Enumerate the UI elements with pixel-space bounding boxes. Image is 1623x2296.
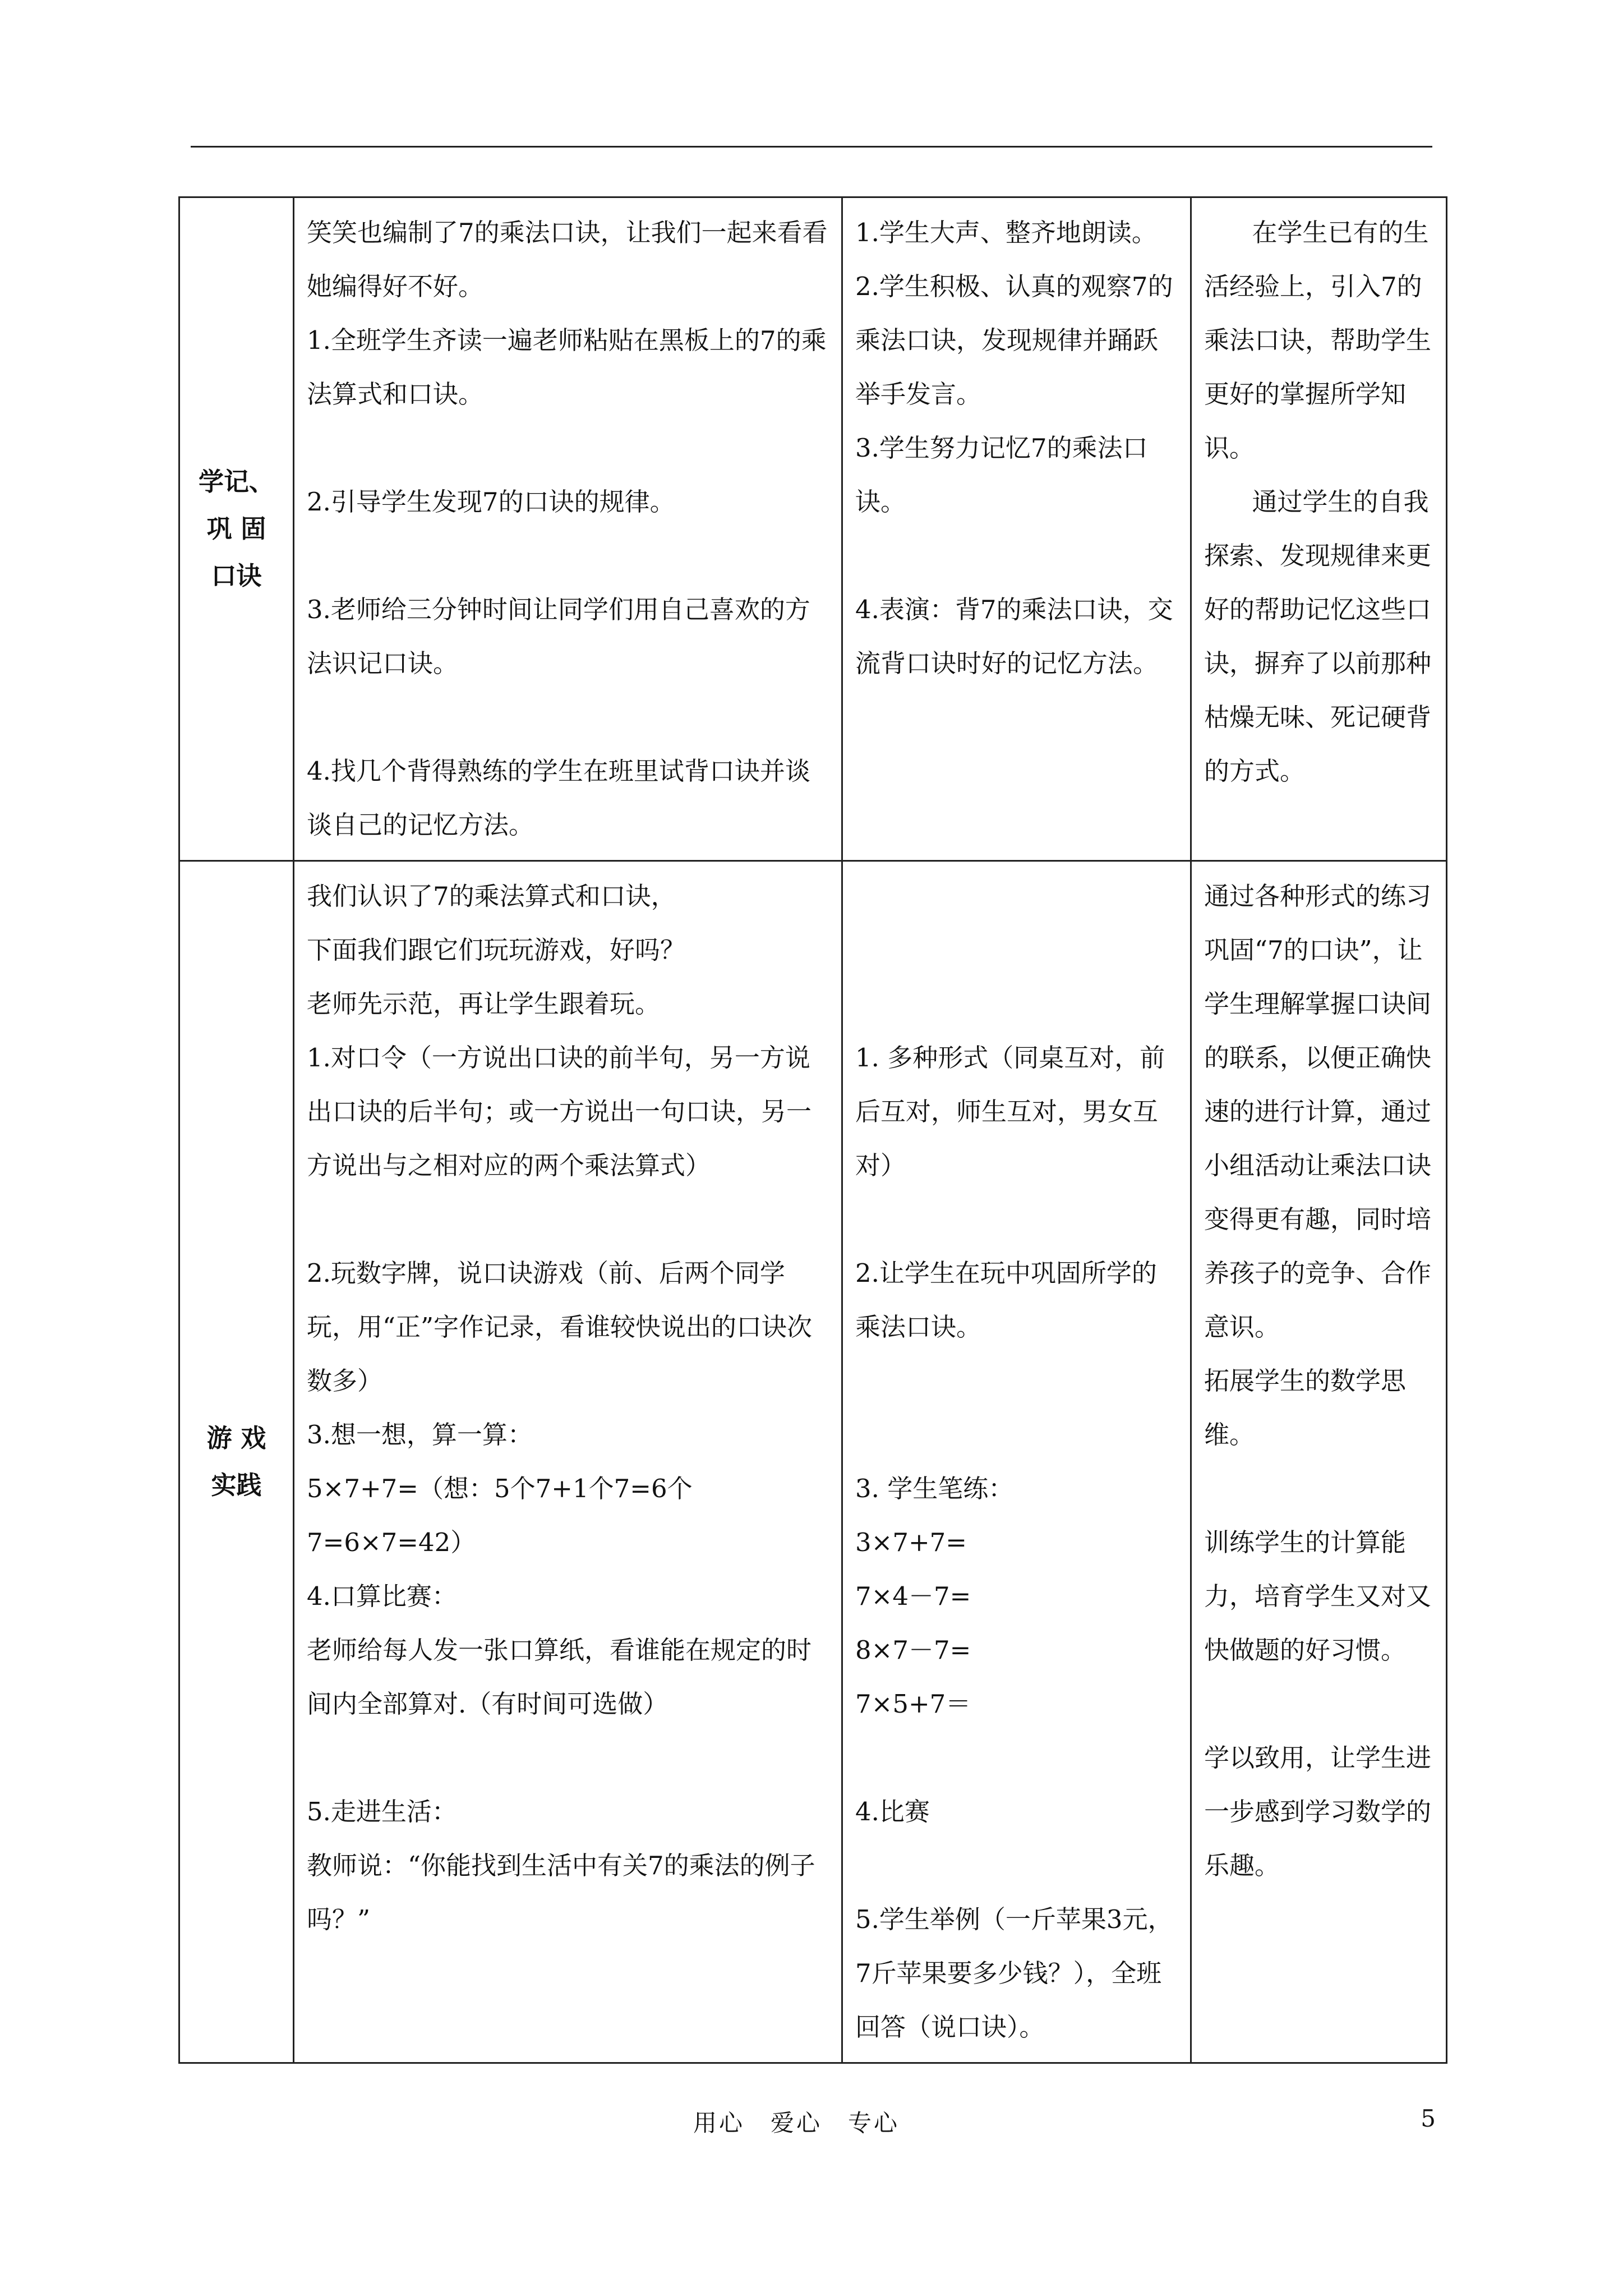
teacher-activity-cell bbox=[294, 197, 842, 861]
spacer bbox=[855, 1193, 1178, 1246]
stage-label: 学记、 bbox=[198, 467, 274, 496]
stage-cell bbox=[179, 861, 294, 2063]
spacer bbox=[307, 1731, 829, 1785]
cell-paragraph: 3×7+7= bbox=[855, 1527, 967, 1557]
cell-paragraph: 老师先示范，再让学生跟着玩。 bbox=[307, 989, 661, 1019]
cell-paragraph: 1.全班学生齐读一遍老师粘贴在黑板上的7的乘法算式和口诀。 bbox=[307, 325, 827, 409]
spacer bbox=[307, 529, 829, 583]
cell-paragraph: 4.口算比赛： bbox=[307, 1581, 457, 1611]
cell-paragraph: 我们认识了7的乘法算式和口诀， bbox=[307, 881, 676, 911]
design-intent-cell bbox=[1191, 197, 1447, 861]
cell-paragraph: 训练学生的计算能力，培育学生又对又快做题的好习惯。 bbox=[1204, 1527, 1432, 1665]
cell-paragraph: 2.让学生在玩中巩固所学的乘法口诀。 bbox=[855, 1258, 1157, 1342]
cell-paragraph: 1. 多种形式（同桌互对，前后互对，师生互对，男女互对） bbox=[855, 1043, 1165, 1180]
footer-motto: 用心 爱心 专心 bbox=[693, 2109, 900, 2137]
spacer bbox=[855, 1354, 1178, 1408]
cell-paragraph: 笑笑也编制了7的乘法口诀，让我们一起来看看她编得好不好。 bbox=[307, 218, 828, 301]
cell-paragraph: 学以致用，让学生进一步感到学习数学的乐趣。 bbox=[1204, 1743, 1432, 1880]
stage-label: 口诀 bbox=[211, 561, 262, 591]
cell-paragraph: 在学生已有的生活经验上，引入7的乘法口诀，帮助学生更好的掌握所学知识。 bbox=[1204, 218, 1432, 463]
cell-paragraph: 5.走进生活： bbox=[307, 1797, 457, 1826]
stage-label: 游 戏 bbox=[206, 1423, 266, 1453]
cell-paragraph: 7×4－7= bbox=[855, 1581, 971, 1611]
cell-paragraph: 1.学生大声、整齐地朗读。 bbox=[855, 218, 1157, 247]
table-body bbox=[179, 197, 1447, 2063]
cell-paragraph: 2.引导学生发现7的口诀的规律。 bbox=[307, 487, 675, 517]
cell-paragraph: 1.对口令（一方说出口诀的前半句，另一方说出口诀的后半句；或一方说出一句口诀，另一方说出与之相对应的两个乘法算式） bbox=[307, 1043, 812, 1180]
cell-paragraph: 5×7+7=（想：5个7+1个7=6个7=6×7=42） bbox=[307, 1474, 693, 1557]
spacer bbox=[855, 923, 1178, 977]
table-row bbox=[179, 197, 1447, 861]
stage-label: 实践 bbox=[211, 1470, 262, 1500]
cell-paragraph: 4.表演：背7的乘法口诀，交流背口诀时好的记忆方法。 bbox=[855, 595, 1173, 678]
cell-paragraph: 4.找几个背得熟练的学生在班里试背口诀并谈谈自己的记忆方法。 bbox=[307, 756, 810, 840]
design-intent-cell bbox=[1191, 861, 1447, 2063]
stage-label: 巩 固 bbox=[206, 514, 266, 544]
spacer bbox=[855, 1839, 1178, 1893]
lesson-plan-table bbox=[178, 196, 1447, 2064]
cell-paragraph: 8×7－7= bbox=[855, 1635, 971, 1665]
teacher-activity-cell bbox=[294, 861, 842, 2063]
cell-paragraph: 老师给每人发一张口算纸，看谁能在规定的时间内全部算对.（有时间可选做） bbox=[307, 1635, 812, 1719]
spacer bbox=[855, 529, 1178, 583]
cell-paragraph: 拓展学生的数学思维。 bbox=[1204, 1366, 1407, 1450]
cell-paragraph: 3. 学生笔练： bbox=[855, 1474, 1014, 1503]
spacer bbox=[855, 977, 1178, 1031]
cell-paragraph: 3.老师给三分钟时间让同学们用自己喜欢的方法识记口诀。 bbox=[307, 595, 810, 678]
spacer bbox=[855, 1408, 1178, 1462]
cell-paragraph: 3.学生努力记忆7的乘法口诀。 bbox=[855, 433, 1148, 517]
header-rule bbox=[191, 146, 1432, 148]
cell-paragraph: 2.玩数字牌，说口诀游戏（前、后两个同学玩，用“正”字作记录，看谁较快说出的口诀次数多） bbox=[307, 1258, 813, 1396]
spacer bbox=[855, 869, 1178, 923]
spacer bbox=[855, 1731, 1178, 1785]
cell-paragraph: 下面我们跟它们玩玩游戏，好吗？ bbox=[307, 935, 686, 965]
page-number: 5 bbox=[1421, 2105, 1436, 2132]
table-row bbox=[179, 861, 1447, 2063]
cell-paragraph: 3.想一想，算一算： bbox=[307, 1420, 533, 1450]
cell-paragraph: 通过学生的自我探索、发现规律来更好的帮助记忆这些口诀，摒弃了以前那种枯燥无味、死记硬背的方式。 bbox=[1204, 487, 1432, 786]
spacer bbox=[307, 691, 829, 744]
stage-cell bbox=[179, 197, 294, 861]
spacer bbox=[307, 421, 829, 475]
cell-paragraph: 教师说：“你能找到生活中有关7的乘法的例子吗？” bbox=[307, 1851, 815, 1934]
student-activity-cell bbox=[842, 861, 1191, 2063]
spacer bbox=[307, 1193, 829, 1246]
student-activity-cell bbox=[842, 197, 1191, 861]
spacer bbox=[1204, 1677, 1433, 1731]
cell-paragraph: 通过各种形式的练习巩固“7的口诀”，让学生理解掌握口诀间的联系，以便正确快速的进行计算，通过小组活动让乘法口诀变得更有趣，同时培养孩子的竞争、合作意识。 bbox=[1204, 881, 1432, 1342]
cell-paragraph: 5.学生举例（一斤苹果3元，7斤苹果要多少钱？），全班回答（说口诀）。 bbox=[855, 1904, 1173, 2042]
spacer bbox=[1204, 1462, 1433, 1516]
cell-paragraph: 7×5+7＝ bbox=[855, 1689, 971, 1719]
cell-paragraph: 4.比赛 bbox=[855, 1797, 930, 1826]
cell-paragraph: 2.学生积极、认真的观察7的乘法口诀，发现规律并踊跃举手发言。 bbox=[855, 272, 1173, 409]
